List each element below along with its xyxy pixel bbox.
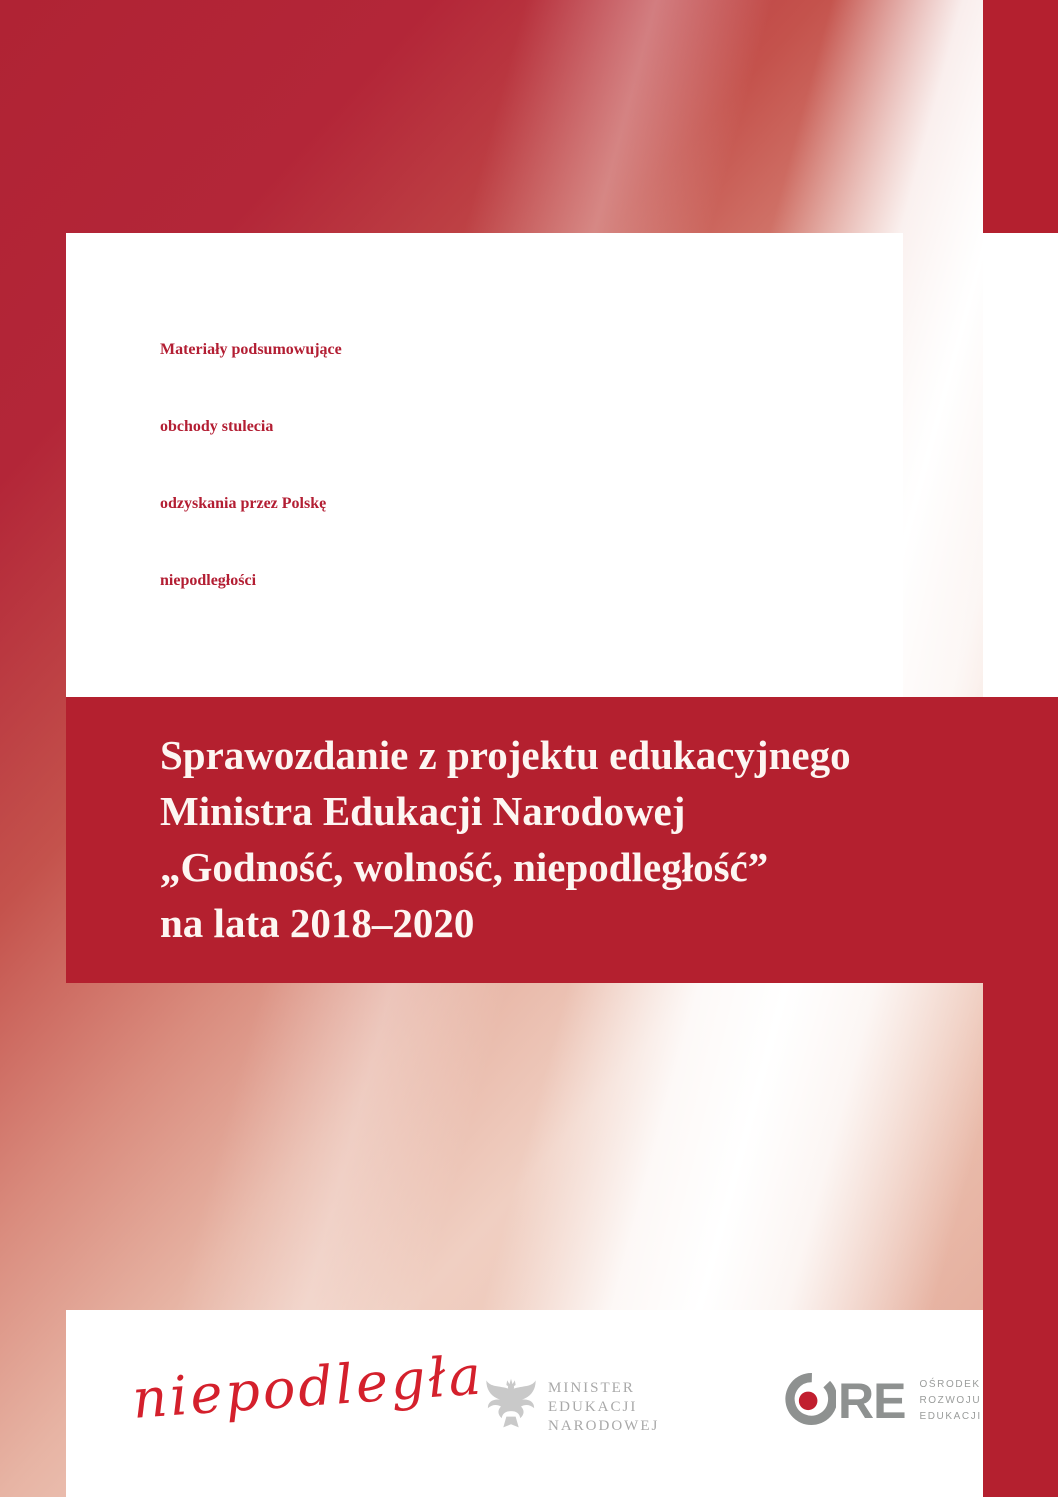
title-line-4: niepodległości <box>160 572 257 589</box>
title-box <box>66 233 903 697</box>
polish-eagle-icon <box>484 1374 538 1441</box>
ore-line-3: EDUKACJI <box>919 1411 982 1422</box>
men-line-3: NARODOWEJ <box>548 1418 660 1434</box>
subtitle-line-4: na lata 2018–2020 <box>160 900 475 946</box>
subtitle-line-2: Ministra Edukacji Narodowej <box>160 788 686 834</box>
men-label <box>548 1379 659 1436</box>
title-line-2: obchody stulecia <box>160 418 274 435</box>
ore-circle-icon <box>784 1373 836 1430</box>
right-white-strip <box>983 233 1058 697</box>
ore-logo <box>784 1372 982 1430</box>
niepodlegla-logo: niepodległa <box>130 1343 486 1431</box>
men-logo <box>484 1374 659 1441</box>
men-line-1: MINISTER <box>548 1380 635 1396</box>
subtitle-band <box>66 697 1058 983</box>
ore-line-1: OŚRODEK <box>919 1379 981 1390</box>
title-line-3: odzyskania przez Polskę <box>160 495 327 512</box>
ore-label <box>919 1377 981 1425</box>
subtitle <box>160 727 851 951</box>
subtitle-line-1: Sprawozdanie z projektu edukacyjnego <box>160 732 851 778</box>
subtitle-line-3: „Godność, wolność, niepodległość” <box>160 844 769 890</box>
ore-acronym: RE <box>838 1373 906 1429</box>
logo-band <box>66 1310 983 1497</box>
page-title <box>160 311 342 619</box>
men-line-2: EDUKACJI <box>548 1399 638 1415</box>
title-line-1: Materiały podsumowujące <box>160 341 342 358</box>
ore-line-2: ROZWOJU <box>919 1395 982 1406</box>
